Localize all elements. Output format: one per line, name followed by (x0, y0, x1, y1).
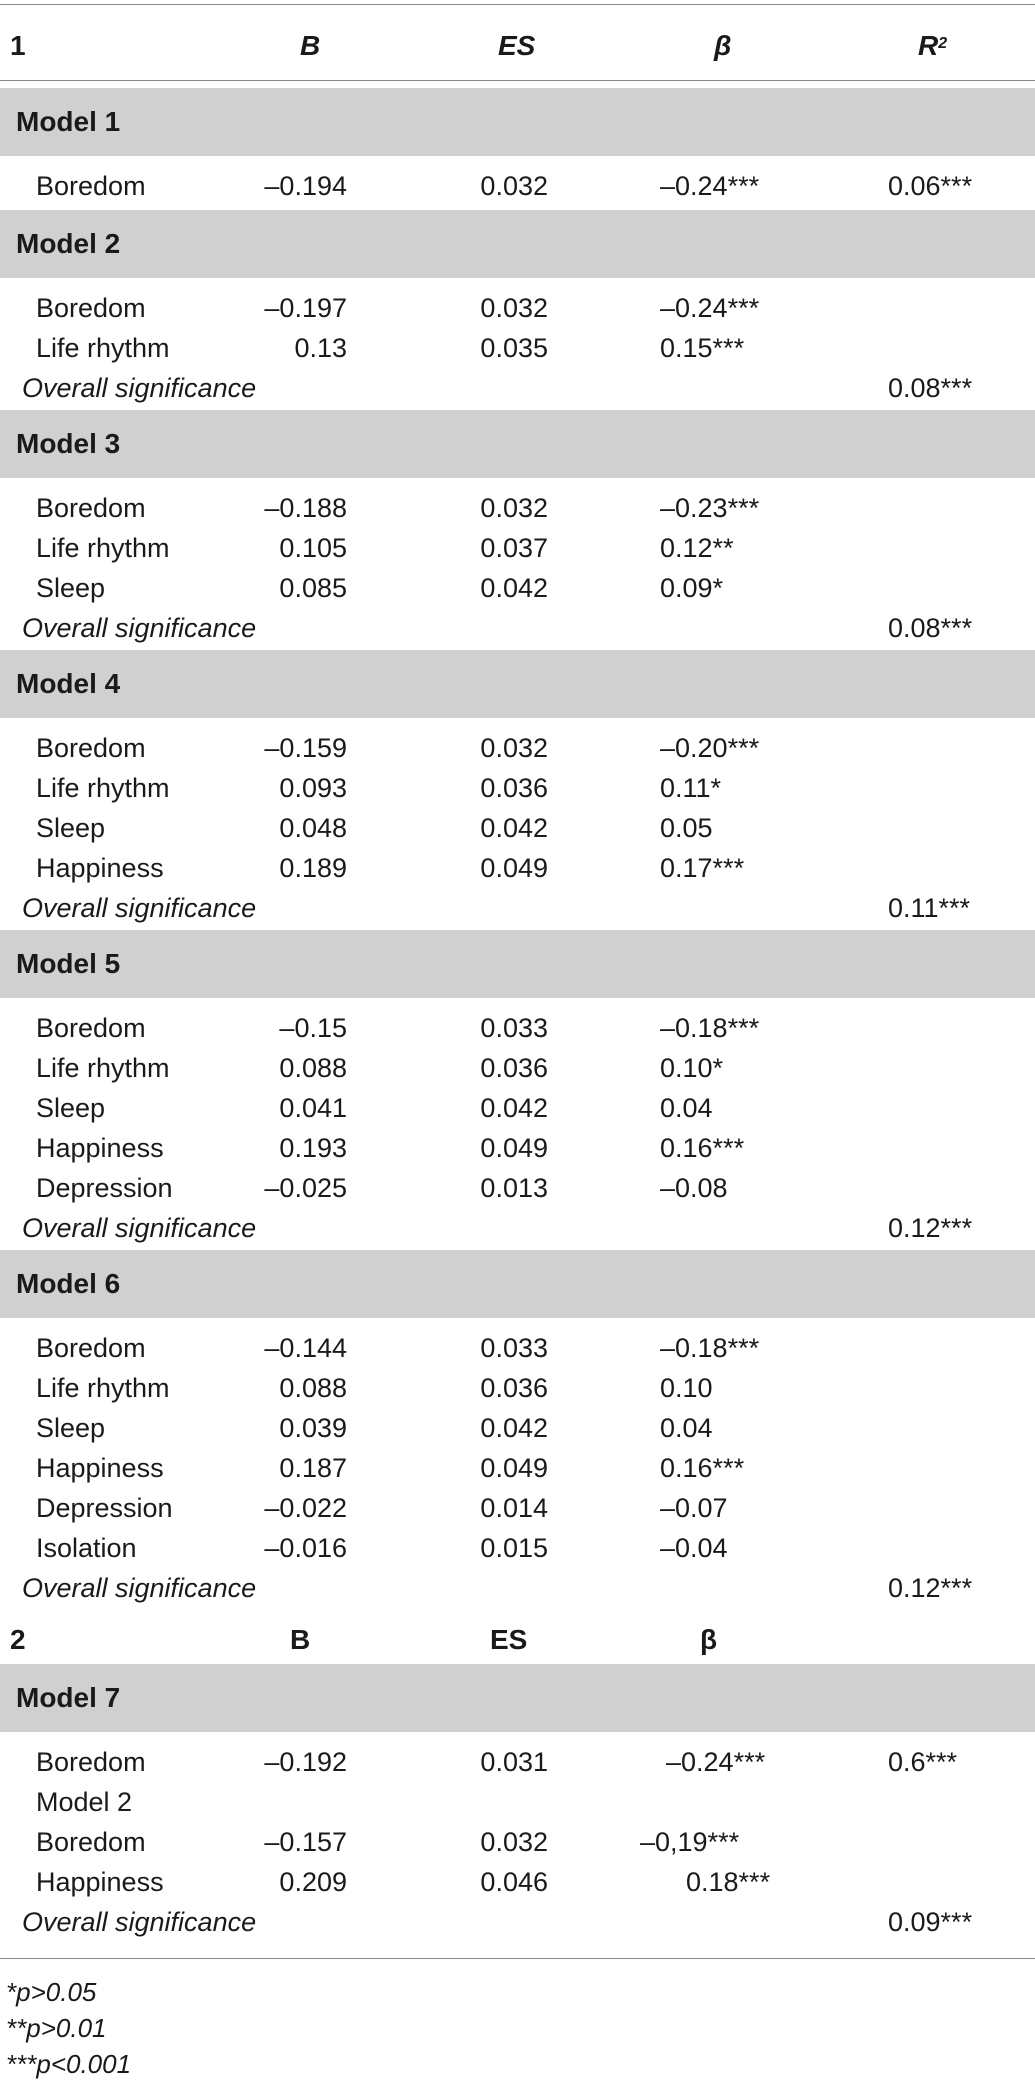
beta-value: 0.10* (660, 1053, 724, 1083)
b-value: 0.187 (279, 1453, 347, 1483)
bottom-rule (0, 1958, 1035, 1959)
overall-significance-row (0, 1568, 1035, 1608)
col-b-header: B (300, 30, 321, 61)
col-b-header: B (290, 1624, 311, 1655)
table-row (0, 488, 1035, 528)
model-title: Model 4 (16, 668, 121, 699)
table-row (0, 808, 1035, 848)
table-row (0, 1822, 1035, 1862)
model-band (0, 1250, 1035, 1318)
b-value: 0.041 (279, 1093, 347, 1123)
col-es-header: ES (498, 30, 536, 61)
es-value: 0.036 (480, 1373, 548, 1403)
variable-label: Boredom (36, 1333, 146, 1363)
b-value: 0.039 (279, 1413, 347, 1443)
model-title: Model 7 (16, 1682, 121, 1713)
variable-label: Life rhythm (36, 1053, 170, 1083)
beta-value: –0.23*** (660, 493, 760, 523)
beta-value: 0.15*** (660, 333, 745, 363)
variable-label: Sleep (36, 1093, 106, 1123)
beta-value: 0.17*** (660, 853, 745, 883)
table-row (0, 1368, 1035, 1408)
model-title: Model 1 (16, 106, 121, 137)
table-row (0, 166, 1035, 206)
table-row (0, 1408, 1035, 1448)
col-beta-header: β (714, 30, 732, 61)
es-value: 0.036 (480, 773, 548, 803)
model-band (0, 88, 1035, 156)
es-value: 0.013 (480, 1173, 548, 1203)
variable-label: Happiness (36, 1867, 164, 1897)
variable-label: Life rhythm (36, 1373, 170, 1403)
beta-value: –0.20*** (660, 733, 760, 763)
r2-value: 0.08*** (888, 373, 973, 403)
beta-value: 0.04 (660, 1413, 713, 1443)
es-value: 0.033 (480, 1333, 548, 1363)
beta-value: 0.11* (660, 773, 722, 803)
col-es-header: ES (490, 1624, 528, 1655)
table-row (0, 848, 1035, 888)
section-number: 2 (10, 1624, 26, 1655)
b-value: –0.016 (264, 1533, 347, 1563)
es-value: 0.033 (480, 1013, 548, 1043)
b-value: 0.209 (279, 1867, 347, 1897)
model-band (0, 930, 1035, 998)
es-value: 0.032 (480, 1827, 548, 1857)
table-row (0, 568, 1035, 608)
table-row (0, 1128, 1035, 1168)
table-row (0, 288, 1035, 328)
variable-label: Boredom (36, 493, 146, 523)
b-value: 0.093 (279, 773, 347, 803)
b-value: –0.188 (264, 493, 347, 523)
variable-label: Boredom (36, 1013, 146, 1043)
table-row (0, 328, 1035, 368)
es-value: 0.042 (480, 1093, 548, 1123)
model-title: Model 3 (16, 428, 121, 459)
b-value: 0.189 (279, 853, 347, 883)
beta-value: –0.04 (660, 1533, 728, 1563)
variable-label: Depression (36, 1173, 173, 1203)
table-row (0, 1088, 1035, 1128)
variable-label: Life rhythm (36, 773, 170, 803)
beta-value: –0.07 (660, 1493, 728, 1523)
top-rule (0, 4, 1035, 5)
overall-significance-label: Overall significance (22, 1573, 257, 1603)
variable-label: Sleep (36, 1413, 106, 1443)
overall-significance-row (0, 1208, 1035, 1248)
b-value: 0.048 (279, 813, 347, 843)
col-r2-header: $R^2$ (918, 30, 948, 61)
model-band (0, 210, 1035, 278)
b-value: –0.159 (264, 733, 347, 763)
overall-significance-label: Overall significance (22, 613, 257, 643)
model-band (0, 650, 1035, 718)
overall-significance-label: Overall significance (22, 1213, 257, 1243)
variable-label: Boredom (36, 733, 146, 763)
b-value: –0.022 (264, 1493, 347, 1523)
b-value: –0.197 (264, 293, 347, 323)
variable-label: Sleep (36, 813, 106, 843)
variable-label: Life rhythm (36, 533, 170, 563)
b-value: –0.157 (264, 1827, 347, 1857)
model-title: Model 6 (16, 1268, 121, 1299)
b-value: –0.192 (264, 1747, 347, 1777)
beta-value: –0.18*** (660, 1013, 760, 1043)
section-number: 1 (10, 30, 26, 61)
table-row (0, 1528, 1035, 1568)
b-value: 0.085 (279, 573, 347, 603)
beta-value: –0.24*** (666, 1747, 766, 1777)
model-band (0, 410, 1035, 478)
beta-value: 0.10 (660, 1373, 713, 1403)
es-value: 0.015 (480, 1533, 548, 1563)
overall-significance-label: Overall significance (22, 373, 257, 403)
beta-value: 0.04 (660, 1093, 713, 1123)
beta-value: –0.18*** (660, 1333, 760, 1363)
beta-value: 0.18*** (686, 1867, 771, 1897)
table-row (0, 1782, 1035, 1822)
b-value: –0.025 (264, 1173, 347, 1203)
es-value: 0.036 (480, 1053, 548, 1083)
es-value: 0.032 (480, 171, 548, 201)
overall-significance-row (0, 888, 1035, 928)
model-band (0, 1664, 1035, 1732)
es-value: 0.032 (480, 493, 548, 523)
beta-value: 0.16*** (660, 1453, 745, 1483)
es-value: 0.042 (480, 1413, 548, 1443)
table-row (0, 1488, 1035, 1528)
es-value: 0.031 (480, 1747, 548, 1777)
r2-value: 0.06*** (888, 171, 973, 201)
header-rule (0, 80, 1035, 81)
variable-label: Isolation (36, 1533, 137, 1563)
r2-value: 0.08*** (888, 613, 973, 643)
table-row (0, 1048, 1035, 1088)
table-row (0, 1448, 1035, 1488)
variable-label: Life rhythm (36, 333, 170, 363)
table-row (0, 528, 1035, 568)
table-row (0, 1862, 1035, 1902)
b-value: 0.105 (279, 533, 347, 563)
footnote: *p>0.05 (6, 1977, 97, 2007)
es-value: 0.037 (480, 533, 548, 563)
col-beta-header: β (700, 1624, 718, 1655)
overall-significance-row (0, 1902, 1035, 1942)
beta-value: –0.08 (660, 1173, 728, 1203)
variable-label: Boredom (36, 1827, 146, 1857)
b-value: –0.15 (279, 1013, 347, 1043)
b-value: 0.193 (279, 1133, 347, 1163)
b-value: –0.194 (264, 171, 347, 201)
variable-label: Boredom (36, 293, 146, 323)
b-value: 0.088 (279, 1373, 347, 1403)
r2-value: 0.12*** (888, 1213, 973, 1243)
table-cell: Model 2 (36, 1787, 133, 1817)
es-value: 0.032 (480, 293, 548, 323)
r2-value: 0.6*** (888, 1747, 958, 1777)
es-value: 0.035 (480, 333, 548, 363)
es-value: 0.042 (480, 573, 548, 603)
table-row (0, 728, 1035, 768)
model-title: Model 2 (16, 228, 121, 259)
b-value: 0.088 (279, 1053, 347, 1083)
footnote: **p>0.01 (6, 2013, 107, 2043)
beta-value: –0.24*** (660, 293, 760, 323)
beta-value: 0.09* (660, 573, 724, 603)
table-header-2 (0, 1620, 1035, 1660)
model-title: Model 5 (16, 948, 121, 979)
beta-value: –0,19*** (640, 1827, 740, 1857)
es-value: 0.046 (480, 1867, 548, 1897)
es-value: 0.049 (480, 1453, 548, 1483)
variable-label: Happiness (36, 1453, 164, 1483)
es-value: 0.049 (480, 853, 548, 883)
beta-value: 0.05 (660, 813, 713, 843)
table-row (0, 1008, 1035, 1048)
table-row (0, 1742, 1035, 1782)
beta-value: 0.16*** (660, 1133, 745, 1163)
overall-significance-label: Overall significance (22, 893, 257, 923)
variable-label: Happiness (36, 853, 164, 883)
table-row (0, 1168, 1035, 1208)
table-header (0, 26, 1035, 66)
beta-value: –0.24*** (660, 171, 760, 201)
variable-label: Happiness (36, 1133, 164, 1163)
es-value: 0.032 (480, 733, 548, 763)
beta-value: 0.12** (660, 533, 734, 563)
overall-significance-row (0, 368, 1035, 408)
variable-label: Boredom (36, 171, 146, 201)
r2-value: 0.12*** (888, 1573, 973, 1603)
table-row (0, 768, 1035, 808)
r2-value: 0.11*** (888, 893, 971, 923)
variable-label: Sleep (36, 573, 106, 603)
overall-significance-label: Overall significance (22, 1907, 257, 1937)
variable-label: Depression (36, 1493, 173, 1523)
table-row (0, 1328, 1035, 1368)
es-value: 0.049 (480, 1133, 548, 1163)
variable-label: Boredom (36, 1747, 146, 1777)
footnote: ***p<0.001 (6, 2049, 132, 2079)
overall-significance-row (0, 608, 1035, 648)
b-value: –0.144 (264, 1333, 347, 1363)
es-value: 0.014 (480, 1493, 548, 1523)
es-value: 0.042 (480, 813, 548, 843)
r2-value: 0.09*** (888, 1907, 973, 1937)
b-value: 0.13 (294, 333, 347, 363)
